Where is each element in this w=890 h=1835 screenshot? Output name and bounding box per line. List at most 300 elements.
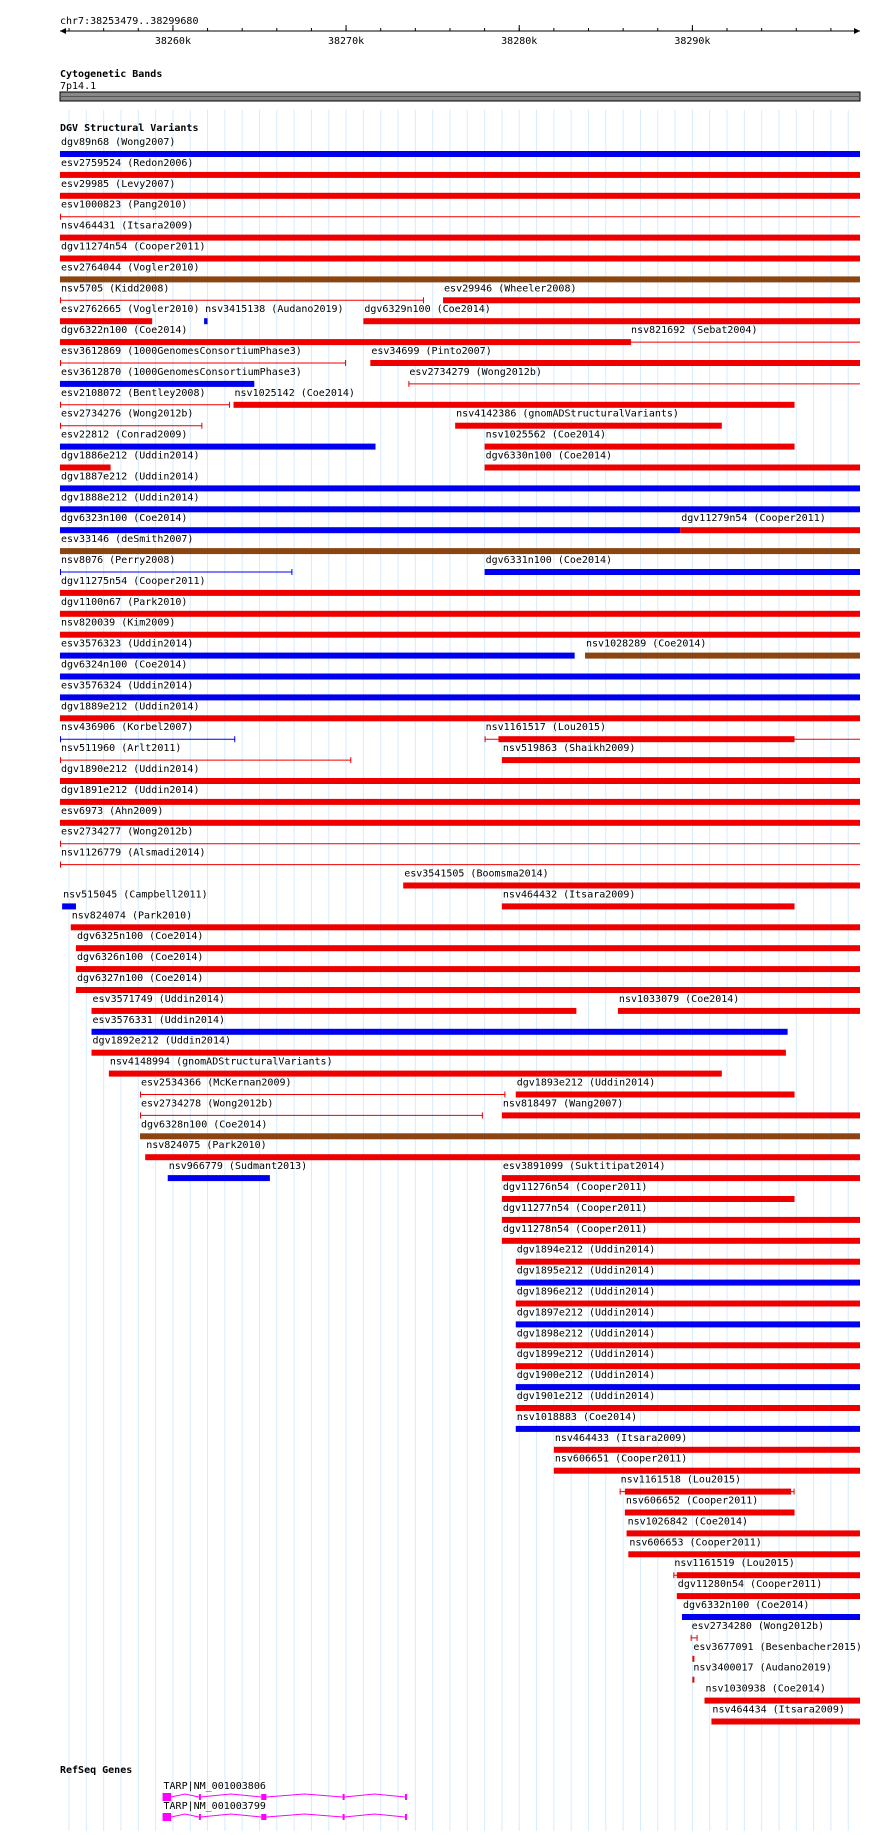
sv-feature-label: nsv464434 (Itsara2009) <box>712 1704 845 1716</box>
sv-feature-label: nsv519863 (Shaikh2009) <box>502 743 636 755</box>
sv-feature-bar[interactable] <box>516 1384 860 1390</box>
sv-feature[interactable] <box>140 1119 860 1139</box>
sv-feature-bar[interactable] <box>60 151 860 157</box>
sv-feature[interactable] <box>60 576 860 596</box>
sv-feature-label: esv3576323 (Uddin2014) <box>61 638 194 650</box>
sv-feature-label: dgv1897e212 (Uddin2014) <box>516 1307 656 1319</box>
sv-feature-label: esv2764044 (Vogler2010) <box>61 262 200 274</box>
sv-feature-label: dgv1892e212 (Uddin2014) <box>92 1035 232 1047</box>
sv-feature[interactable] <box>60 430 376 450</box>
sv-feature-label: nsv511960 (Arlt2011) <box>61 743 182 755</box>
sv-feature[interactable] <box>62 889 208 909</box>
sv-feature-label: dgv1896e212 (Uddin2014) <box>516 1286 656 1298</box>
sv-feature-label: nsv824075 (Park2010) <box>146 1140 267 1152</box>
sv-feature-bar[interactable] <box>502 903 795 909</box>
transcript-intron <box>171 1814 199 1817</box>
sv-feature-bar[interactable] <box>502 1175 860 1181</box>
sv-feature-bar[interactable] <box>60 527 680 533</box>
sv-feature-label: dgv6331n100 (Coe2014) <box>485 555 613 566</box>
sv-feature[interactable] <box>60 409 202 429</box>
sv-feature-label: nsv818497 (Wang2007) <box>502 1098 624 1110</box>
transcript-exon[interactable] <box>261 1814 266 1820</box>
sv-feature-bar[interactable] <box>516 1363 860 1369</box>
sv-feature-bar[interactable] <box>502 1112 860 1118</box>
sv-feature[interactable] <box>60 827 860 847</box>
sv-feature-bar[interactable] <box>370 360 860 366</box>
sv-feature-label: esv29985 (Levy2007) <box>61 178 176 190</box>
sv-feature[interactable] <box>60 597 860 617</box>
sv-feature-label: dgv1895e212 (Uddin2014) <box>516 1265 656 1277</box>
sv-feature-bar[interactable] <box>60 674 860 680</box>
sv-feature[interactable] <box>60 137 860 157</box>
sv-feature-label: nsv464431 (Itsara2009) <box>61 220 194 232</box>
sv-feature-bar[interactable] <box>516 1426 860 1432</box>
sv-feature[interactable] <box>625 1496 795 1516</box>
sv-feature[interactable] <box>485 722 860 742</box>
transcript-intron <box>344 1794 405 1797</box>
sv-feature-label: dgv1888e212 (Uddin2014) <box>61 492 200 504</box>
sv-feature-bar[interactable] <box>60 444 376 450</box>
sv-feature[interactable] <box>234 388 795 408</box>
sv-feature-bar[interactable] <box>677 1572 860 1578</box>
refseq-transcripts[interactable] <box>163 1781 407 1821</box>
sv-feature-label: dgv6324n100 (Coe2014) <box>61 659 188 671</box>
sv-feature-bar[interactable] <box>60 694 860 700</box>
sv-feature-bar[interactable] <box>516 1405 860 1411</box>
sv-feature-bar[interactable] <box>92 1029 788 1035</box>
transcript-exon[interactable] <box>405 1794 407 1800</box>
sv-feature-label: nsv436906 (Korbel2007) <box>61 722 194 734</box>
sv-feature[interactable] <box>60 325 630 345</box>
sv-feature[interactable] <box>60 304 199 324</box>
ruler-tick-label: 38290k <box>674 36 711 47</box>
position-label: chr7:38253479..38299680 <box>60 16 199 27</box>
sv-feature[interactable] <box>168 1161 307 1181</box>
sv-feature-label: dgv1900e212 (Uddin2014) <box>516 1370 656 1382</box>
dgv-track-title: DGV Structural Variants <box>60 123 199 134</box>
sv-feature[interactable] <box>502 1182 795 1202</box>
sv-feature-label: nsv3415138 (Audano2019) <box>205 304 344 316</box>
sv-feature-bar[interactable] <box>516 1342 860 1348</box>
sv-feature-label: nsv8076 (Perry2008) <box>61 555 176 566</box>
sv-feature-bar[interactable] <box>692 1677 694 1683</box>
sv-feature[interactable] <box>60 848 860 868</box>
sv-feature[interactable] <box>627 1516 860 1536</box>
sv-feature-label: dgv11277n54 (Cooper2011) <box>502 1202 648 1214</box>
sv-feature[interactable] <box>692 1642 862 1662</box>
sv-feature[interactable] <box>485 451 860 471</box>
sv-feature-label: esv2734277 (Wong2012b) <box>61 826 194 838</box>
sv-feature[interactable] <box>516 1287 860 1307</box>
sv-feature-bar[interactable] <box>625 1489 791 1495</box>
sv-feature-label: nsv1025562 (Coe2014) <box>485 429 607 441</box>
sv-feature-label: esv2734280 (Wong2012b) <box>691 1620 825 1632</box>
sv-feature[interactable] <box>60 806 860 826</box>
sv-feature-bar[interactable] <box>403 883 860 889</box>
sv-feature-label: dgv1893e212 (Uddin2014) <box>516 1077 656 1089</box>
sv-feature[interactable] <box>502 889 795 909</box>
sv-feature[interactable] <box>92 1036 786 1056</box>
sv-feature-label: dgv6328n100 (Coe2014) <box>141 1119 268 1131</box>
sv-feature-bar[interactable] <box>516 1301 860 1307</box>
transcript-exon[interactable] <box>343 1814 345 1820</box>
sv-feature[interactable] <box>682 1600 860 1620</box>
sv-feature-bar[interactable] <box>625 1510 795 1516</box>
transcript-intron <box>344 1814 405 1817</box>
sv-feature[interactable] <box>60 701 860 721</box>
sv-feature-bar[interactable] <box>60 778 860 784</box>
sv-feature-label: esv1000823 (Pang2010) <box>61 199 188 211</box>
sv-feature[interactable] <box>443 283 860 303</box>
sv-feature[interactable] <box>60 451 199 471</box>
dgv-track[interactable] <box>60 122 862 1725</box>
sv-feature-bar[interactable] <box>485 444 795 450</box>
sv-feature[interactable] <box>60 346 346 366</box>
transcript-exon[interactable] <box>163 1813 172 1821</box>
sv-feature-bar[interactable] <box>627 1530 860 1536</box>
sv-feature[interactable] <box>455 409 722 429</box>
sv-feature-bar[interactable] <box>60 820 860 826</box>
sv-feature-bar[interactable] <box>682 1614 860 1620</box>
sv-feature-label: esv2762665 (Vogler2010) <box>61 304 200 316</box>
sv-feature[interactable] <box>516 1266 860 1286</box>
sv-feature-label: esv3576324 (Uddin2014) <box>61 680 194 692</box>
sv-feature-label: esv3677091 (Besenbacher2015) <box>693 1641 862 1653</box>
refseq-transcript[interactable] <box>163 1781 407 1801</box>
sv-feature[interactable] <box>502 1203 860 1223</box>
sv-feature-label: nsv464432 (Itsara2009) <box>502 889 636 901</box>
sv-feature-bar[interactable] <box>60 611 860 617</box>
sv-feature[interactable] <box>585 639 860 659</box>
sv-feature[interactable] <box>60 680 860 700</box>
sv-feature-bar[interactable] <box>680 527 860 533</box>
sv-feature-label: nsv1026842 (Coe2014) <box>627 1516 749 1528</box>
sv-feature-label: dgv6332n100 (Coe2014) <box>682 1600 810 1611</box>
sv-feature-label: nsv5705 (Kidd2008) <box>61 283 170 295</box>
sv-feature-label: dgv6326n100 (Coe2014) <box>76 952 204 964</box>
sv-feature-bar[interactable] <box>76 987 860 993</box>
sv-feature-bar[interactable] <box>60 172 860 178</box>
sv-feature-bar[interactable] <box>618 1008 860 1014</box>
sv-feature-bar[interactable] <box>60 653 575 659</box>
transcript-exon[interactable] <box>199 1794 201 1800</box>
sv-feature-bar[interactable] <box>92 1008 577 1014</box>
sv-feature-bar[interactable] <box>145 1154 860 1160</box>
refseq-transcript[interactable] <box>163 1801 407 1821</box>
sv-feature-bar[interactable] <box>60 256 860 262</box>
sv-feature[interactable] <box>502 1161 860 1181</box>
sv-feature-bar[interactable] <box>554 1447 860 1453</box>
sv-feature-label: nsv4142386 (gnomADStructuralVariants) <box>456 408 679 420</box>
sv-feature-bar[interactable] <box>60 590 860 596</box>
sv-feature-label: dgv1891e212 (Uddin2014) <box>61 784 200 796</box>
dgv-features[interactable] <box>60 137 862 1725</box>
sv-feature[interactable] <box>403 869 860 889</box>
sv-feature-label: nsv1126779 (Alsmadi2014) <box>61 847 206 859</box>
sv-feature[interactable] <box>370 346 860 366</box>
sv-feature-label: dgv11280n54 (Cooper2011) <box>677 1579 823 1591</box>
sv-feature-label: nsv1161518 (Lou2015) <box>620 1474 742 1486</box>
sv-feature[interactable] <box>140 1078 505 1098</box>
sv-feature-bar[interactable] <box>60 715 860 721</box>
sv-feature-label: dgv1100n67 (Park2010) <box>61 596 188 608</box>
sv-feature-label: esv2759524 (Redon2006) <box>61 157 194 169</box>
transcript-intron <box>266 1814 342 1817</box>
sv-feature[interactable] <box>60 158 860 178</box>
sv-feature-label: dgv1898e212 (Uddin2014) <box>516 1328 656 1340</box>
sv-feature-label: nsv1030938 (Coe2014) <box>705 1683 826 1695</box>
sv-feature-label: dgv6322n100 (Coe2014) <box>61 325 188 337</box>
sv-feature-bar[interactable] <box>485 465 860 471</box>
sv-feature-label: esv22812 (Conrad2009) <box>61 429 188 441</box>
ruler-ticks <box>69 25 831 47</box>
sv-feature-label: nsv1033079 (Coe2014) <box>618 993 740 1005</box>
sv-feature-label: nsv606653 (Cooper2011) <box>629 1537 762 1549</box>
sv-feature-label: dgv1886e212 (Uddin2014) <box>61 450 200 462</box>
cytoband-label: 7p14.1 <box>60 81 97 92</box>
sv-feature-label: esv6973 (Ahn2009) <box>61 805 164 817</box>
sv-feature[interactable] <box>516 1412 860 1432</box>
sv-feature[interactable] <box>76 973 860 993</box>
sv-feature-bar[interactable] <box>60 465 111 471</box>
sv-feature-bar[interactable] <box>60 632 860 638</box>
sv-feature[interactable] <box>502 1224 860 1244</box>
sv-feature[interactable] <box>516 1349 860 1369</box>
sv-feature[interactable] <box>60 743 351 763</box>
sv-feature-label: nsv821692 (Sebat2004) <box>631 325 758 337</box>
sv-feature[interactable] <box>516 1391 860 1411</box>
sv-feature-bar[interactable] <box>60 339 630 345</box>
sv-feature-bar[interactable] <box>502 757 860 763</box>
sv-feature-label: esv3891099 (Suktitipat2014) <box>502 1161 666 1173</box>
sv-feature[interactable] <box>516 1328 860 1348</box>
sv-feature-bar[interactable] <box>60 318 152 324</box>
sv-feature-bar[interactable] <box>60 799 860 805</box>
sv-feature-bar[interactable] <box>516 1092 795 1098</box>
sv-feature-bar[interactable] <box>60 276 860 282</box>
sv-feature-bar[interactable] <box>60 485 860 491</box>
sv-feature-label: nsv1028289 (Coe2014) <box>586 638 707 650</box>
sv-feature-bar[interactable] <box>628 1551 860 1557</box>
sv-feature-label: esv3612869 (1000GenomesConsortiumPhase3) <box>61 346 302 357</box>
sv-feature-label: esv2734279 (Wong2012b) <box>409 366 542 378</box>
transcript-exon[interactable] <box>343 1794 345 1800</box>
sv-feature-bar[interactable] <box>168 1175 270 1181</box>
sv-feature-bar[interactable] <box>71 924 860 930</box>
sv-feature-bar[interactable] <box>76 945 860 951</box>
sv-feature-label: dgv11276n54 (Cooper2011) <box>502 1182 648 1193</box>
sv-feature-label: esv29946 (Wheeler2008) <box>444 283 577 295</box>
sv-feature-bar[interactable] <box>498 736 794 742</box>
transcript-label: TARP|NM_001003806 <box>163 1781 266 1792</box>
sv-feature[interactable] <box>516 1370 860 1390</box>
sv-feature-bar[interactable] <box>516 1259 860 1265</box>
sv-feature[interactable] <box>60 618 860 638</box>
sv-feature-bar[interactable] <box>60 193 860 199</box>
sv-feature[interactable] <box>485 430 795 450</box>
transcript-exon[interactable] <box>199 1814 201 1820</box>
sv-feature-label: nsv824074 (Park2010) <box>71 910 193 922</box>
sv-feature-label: nsv1025142 (Coe2014) <box>234 387 355 399</box>
sv-feature[interactable] <box>60 555 292 575</box>
sv-feature-label: dgv11275n54 (Cooper2011) <box>61 575 206 587</box>
ruler-track[interactable] <box>60 16 860 47</box>
transcript-intron <box>201 1814 262 1817</box>
sv-feature-bar[interactable] <box>502 1196 795 1202</box>
sv-feature[interactable] <box>485 555 860 575</box>
sv-feature[interactable] <box>60 722 235 742</box>
sv-feature-label: nsv820039 (Kim2009) <box>61 617 176 629</box>
sv-feature-label: nsv606651 (Cooper2011) <box>554 1453 688 1465</box>
sv-feature[interactable] <box>502 1098 860 1118</box>
sv-feature[interactable] <box>92 1015 788 1035</box>
ruler-tick-label: 38280k <box>501 36 538 47</box>
sv-feature[interactable] <box>516 1245 860 1265</box>
sv-feature-bar[interactable] <box>140 1133 860 1139</box>
sv-feature[interactable] <box>60 388 230 408</box>
sv-feature[interactable] <box>680 513 860 533</box>
transcript-exon[interactable] <box>405 1814 407 1820</box>
sv-feature-bar[interactable] <box>516 1280 860 1286</box>
sv-feature[interactable] <box>60 513 680 533</box>
sv-feature[interactable] <box>71 910 860 930</box>
sv-feature[interactable] <box>60 179 860 199</box>
sv-feature[interactable] <box>363 304 860 324</box>
sv-feature-bar[interactable] <box>585 653 860 659</box>
sv-feature[interactable] <box>60 639 575 659</box>
sv-feature-bar[interactable] <box>443 297 860 303</box>
sv-feature-bar[interactable] <box>109 1071 722 1077</box>
sv-feature-label: dgv6327n100 (Coe2014) <box>76 973 204 984</box>
sv-feature-label: dgv1899e212 (Uddin2014) <box>516 1349 656 1361</box>
ruler-tick-label: 38270k <box>328 36 365 47</box>
sv-feature-bar[interactable] <box>705 1698 860 1704</box>
sv-feature-bar[interactable] <box>455 423 722 429</box>
sv-feature[interactable] <box>60 262 860 282</box>
sv-feature[interactable] <box>620 1475 795 1495</box>
ruler-tick-label: 38260k <box>154 36 191 47</box>
sv-feature[interactable] <box>502 743 860 763</box>
sv-feature-bar[interactable] <box>677 1593 860 1599</box>
sv-feature[interactable] <box>711 1705 860 1725</box>
sv-feature[interactable] <box>408 367 860 387</box>
transcript-intron <box>171 1794 199 1797</box>
sv-feature-bar[interactable] <box>60 381 254 387</box>
sv-feature[interactable] <box>705 1684 860 1704</box>
sv-feature[interactable] <box>60 242 860 262</box>
sv-feature[interactable] <box>145 1140 860 1160</box>
transcript-intron <box>266 1794 342 1797</box>
sv-feature-label: dgv6323n100 (Coe2014) <box>61 513 188 525</box>
sv-feature[interactable] <box>516 1078 795 1098</box>
sv-feature-bar[interactable] <box>62 903 76 909</box>
sv-feature-label: esv3541505 (Boomsma2014) <box>404 868 549 880</box>
refseq-track-title: RefSeq Genes <box>60 1765 133 1776</box>
sv-feature-label: dgv1894e212 (Uddin2014) <box>516 1244 656 1256</box>
sv-feature-label: esv34699 (Pinto2007) <box>371 346 492 357</box>
sv-feature[interactable] <box>92 994 577 1014</box>
sv-feature[interactable] <box>60 764 860 784</box>
sv-feature[interactable] <box>630 325 860 345</box>
sv-feature[interactable] <box>60 200 860 220</box>
sv-feature-bar[interactable] <box>363 318 860 324</box>
sv-feature[interactable] <box>76 952 860 972</box>
sv-feature-label: dgv11279n54 (Cooper2011) <box>681 513 826 525</box>
sv-feature-bar[interactable] <box>92 1050 786 1056</box>
sv-feature-label: nsv966779 (Sudmant2013) <box>168 1161 308 1173</box>
sv-feature-label: dgv11274n54 (Cooper2011) <box>61 241 206 253</box>
sv-feature[interactable] <box>628 1537 860 1557</box>
sv-feature-label: dgv1887e212 (Uddin2014) <box>61 471 200 483</box>
sv-feature-label: nsv1161519 (Lou2015) <box>674 1558 795 1570</box>
sv-feature-label: dgv89n68 (Wong2007) <box>61 137 176 148</box>
sv-feature-label: dgv11278n54 (Cooper2011) <box>502 1223 648 1235</box>
cytoband-track-title: Cytogenetic Bands <box>60 69 163 80</box>
sv-feature-bar[interactable] <box>502 1238 860 1244</box>
sv-feature[interactable] <box>691 1621 824 1641</box>
sv-feature-bar[interactable] <box>502 1217 860 1223</box>
transcript-exon[interactable] <box>261 1794 266 1800</box>
sv-feature-bar[interactable] <box>516 1321 860 1327</box>
transcript-label: TARP|NM_001003799 <box>163 1801 266 1812</box>
sv-feature-label: esv3571749 (Uddin2014) <box>92 993 225 1005</box>
sv-feature-label: esv3576331 (Uddin2014) <box>92 1014 225 1026</box>
transcript-intron <box>201 1794 262 1797</box>
sv-feature[interactable] <box>60 785 860 805</box>
sv-feature-label: esv3612870 (1000GenomesConsortiumPhase3) <box>61 366 302 378</box>
sv-feature[interactable] <box>76 931 860 951</box>
sv-feature-label: nsv606652 (Cooper2011) <box>625 1495 759 1507</box>
sv-feature-label: nsv4148994 (gnomADStructuralVariants) <box>109 1056 333 1068</box>
sv-feature-bar[interactable] <box>485 569 860 575</box>
sv-feature-label: nsv3400017 (Audano2019) <box>693 1662 832 1674</box>
refseq-track[interactable] <box>60 1765 407 1821</box>
sv-feature-label: dgv1889e212 (Uddin2014) <box>61 701 200 713</box>
sv-feature[interactable] <box>60 367 302 387</box>
sv-feature-bar[interactable] <box>60 548 860 554</box>
sv-feature[interactable] <box>60 534 860 554</box>
sv-feature-bar[interactable] <box>76 966 860 972</box>
sv-feature-label: dgv6325n100 (Coe2014) <box>76 931 204 943</box>
sv-feature[interactable] <box>677 1579 860 1599</box>
sv-feature-bar[interactable] <box>692 1656 694 1662</box>
sv-feature-label: esv2734278 (Wong2012b) <box>141 1098 274 1110</box>
sv-feature-label: nsv515045 (Campbell2011) <box>63 889 208 901</box>
sv-feature-label: nsv1161517 (Lou2015) <box>485 722 607 734</box>
sv-feature-bar[interactable] <box>234 402 795 408</box>
cytoband-track[interactable] <box>60 68 860 101</box>
sv-feature-label: dgv1901e212 (Uddin2014) <box>516 1391 656 1402</box>
sv-feature[interactable] <box>60 221 860 241</box>
sv-feature-bar[interactable] <box>711 1719 860 1725</box>
sv-feature-bar[interactable] <box>60 506 860 512</box>
sv-feature-bar[interactable] <box>60 235 860 241</box>
sv-feature[interactable] <box>673 1558 860 1578</box>
sv-feature[interactable] <box>516 1307 860 1327</box>
transcript-exon[interactable] <box>163 1793 172 1801</box>
sv-feature[interactable] <box>60 660 860 680</box>
sv-feature-label: nsv1018883 (Coe2014) <box>516 1411 638 1423</box>
sv-feature-label: esv33146 (deSmith2007) <box>61 534 194 546</box>
sv-feature[interactable] <box>618 994 860 1014</box>
sv-feature[interactable] <box>60 492 860 512</box>
sv-feature-label: dgv6329n100 (Coe2014) <box>364 304 491 316</box>
sv-feature-bar[interactable] <box>554 1468 860 1474</box>
sv-feature-bar[interactable] <box>204 318 207 324</box>
sv-feature-label: esv2108072 (Bentley2008) <box>61 387 206 399</box>
sv-feature-label: dgv6330n100 (Coe2014) <box>485 450 613 462</box>
sv-feature[interactable] <box>60 471 860 491</box>
